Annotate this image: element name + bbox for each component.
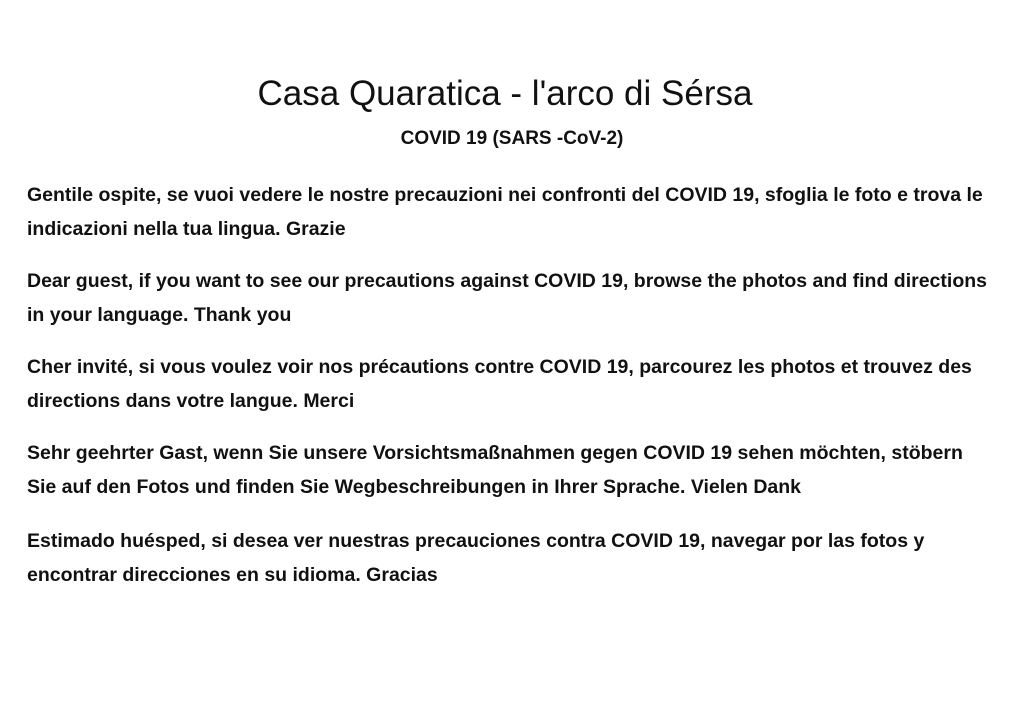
document-subtitle: COVID 19 (SARS -CoV-2) [400,128,624,149]
message-english: Dear guest, if you want to see our precautions against COVID 19, browse the photos and find directions in your language. Thank you [27,270,987,326]
document-title: Casa Quaratica - l'arco di Sérsa [257,74,753,113]
message-spanish: Estimado huésped, si desea ver nuestras precauciones contra COVID 19, navegar por las fotos y encontrar direcciones en su idioma. Gracias [27,530,925,586]
message-french: Cher invité, si vous voulez voir nos précautions contre COVID 19, parcourez les photos et trouvez des directions dans votre langue. Merci [27,356,972,412]
message-german: Sehr geehrter Gast, wenn Sie unsere Vorsichtsmaßnahmen gegen COVID 19 sehen möchten, stöbern Sie auf den Fotos und finden Sie Wegbeschreibungen in Ihrer Sprache. Vielen Dank [27,442,963,498]
multilingual-messages [27,178,987,592]
message-italian: Gentile ospite, se vuoi vedere le nostre precauzioni nei confronti del COVID 19, sfoglia le foto e trova le indicazioni nella tua lingua. Grazie [27,184,983,240]
